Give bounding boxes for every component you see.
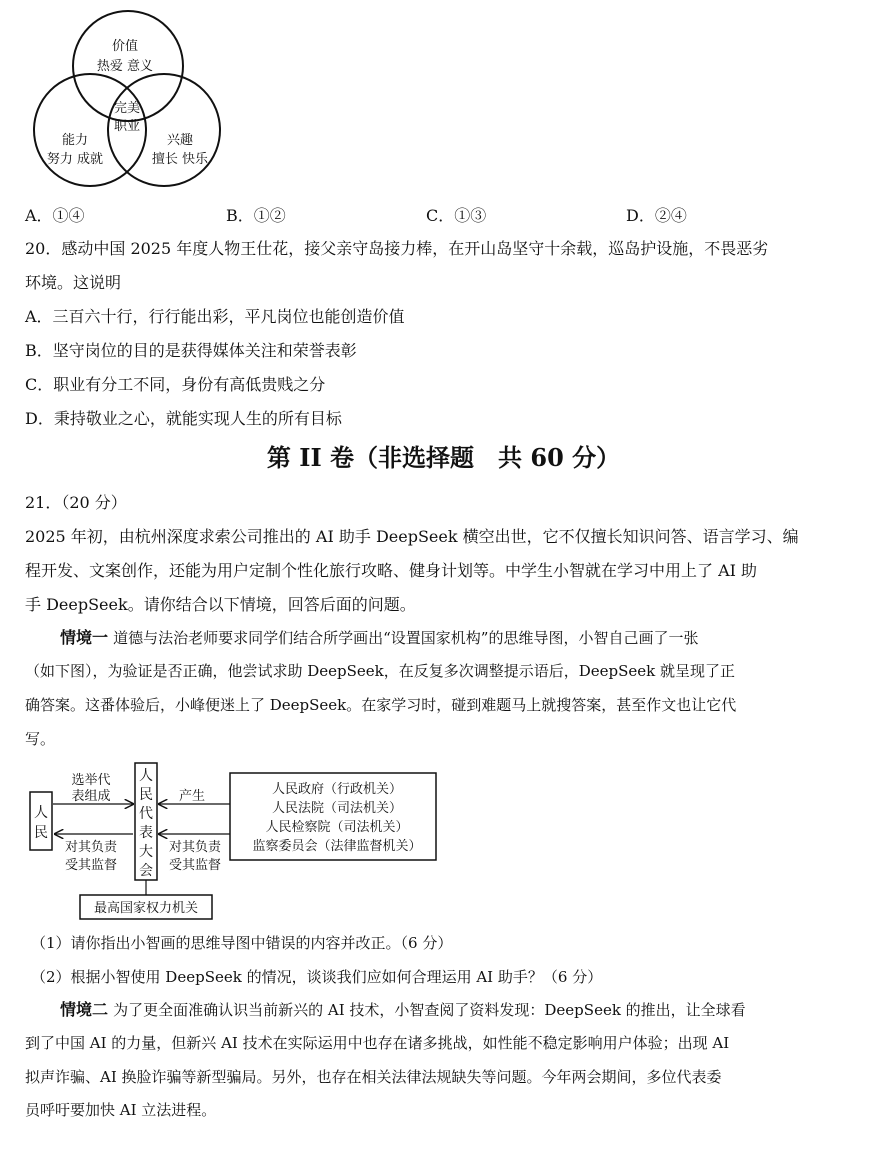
q21-intro-line2: 程开发、文案创作，还能为用户定制个性化旅行攻略、健身计划等。中学生小智就在学习中用上了 AI 助 [25, 561, 758, 580]
scene1-line1: 道德与法治老师要求同学们结合所学画出“设置国家机构”的思维导图，小智自己画了一张 [113, 629, 699, 647]
scene2-line3: 拟声诈骗、AI 换脸诈骗等新型骗局。另外，也存在相关法律法规缺失等问题。今年两会期间，多位代表委 [25, 1068, 722, 1086]
people-char-2: 民 [34, 825, 48, 841]
q21-intro-line1: 2025 年初，由杭州深度求索公司推出的 AI 助手 DeepSeek 横空出世，它不仅擅长知识问答、语言学习、编 [25, 527, 799, 546]
q20-option-c: C．职业有分工不同，身份有高低贵贱之分 [25, 375, 326, 394]
congress-char: 大 [139, 844, 153, 860]
scene2-line1: 为了更全面准确认识当前新兴的 AI 技术，小智查阅了资料发现：DeepSeek 的推出，让全球看 [113, 1001, 746, 1019]
scene1-label: 情境一 [60, 628, 109, 647]
people-box [30, 792, 52, 850]
bottom-box-label: 最高国家权力机关 [93, 901, 199, 916]
venn-top-sub: 热爱 意义 [96, 59, 154, 74]
congress-char: 代 [139, 806, 153, 822]
state-organs-diagram [25, 760, 445, 925]
congress-char: 民 [139, 787, 153, 803]
venn-center-2: 职业 [113, 119, 141, 134]
congress-char: 人 [139, 768, 153, 784]
responsible-right-2: 受其监督 [168, 858, 222, 873]
organ-item: 监察委员会（法律监督机关） [252, 839, 422, 854]
q19-option-c: C．①③ [426, 206, 487, 225]
q20-option-d: D．秉持敬业之心，就能实现人生的所有目标 [25, 409, 342, 428]
venn-diagram [30, 8, 230, 193]
scene2-label: 情境二 [60, 1000, 109, 1019]
elect-label-2: 表组成 [71, 789, 111, 804]
organ-item: 人民政府（行政机关） [271, 782, 403, 797]
organ-item: 人民法院（司法机关） [271, 801, 403, 816]
q20-option-b: B．坚守岗位的目的是获得媒体关注和荣誉表彰 [25, 341, 357, 360]
people-char-1: 人 [34, 805, 48, 821]
q21-header: 21．（20 分） [25, 493, 127, 512]
venn-left-title: 能力 [61, 133, 89, 148]
q21-intro-line3: 手 DeepSeek。请你结合以下情境，回答后面的问题。 [25, 595, 416, 614]
responsible-right-1: 对其负责 [168, 840, 222, 855]
q19-option-a: A．①④ [25, 206, 85, 225]
congress-char: 会 [139, 863, 153, 879]
scene2-line4: 员呼吁要加快 AI 立法进程。 [25, 1101, 217, 1119]
responsible-left-1: 对其负责 [64, 840, 118, 855]
congress-char: 表 [139, 825, 153, 841]
q21-sub1: （1）请你指出小智画的思维导图中错误的内容并改正。（6 分） [31, 934, 453, 952]
venn-left-sub: 努力 成就 [46, 152, 104, 167]
scene1-line2: （如下图），为验证是否正确，他尝试求助 DeepSeek，在反复多次调整提示语后，DeepSeek 就呈现了正 [25, 662, 736, 680]
elect-label-1: 选举代 [71, 773, 111, 788]
organ-item: 人民检察院（司法机关） [265, 820, 409, 835]
q20-stem-line1: 20．感动中国 2025 年度人物王仕花，接父亲守岛接力棒，在开山岛坚守十余载，巡岛护设施，不畏恶劣 [25, 239, 769, 258]
venn-top-title: 价值 [111, 39, 139, 54]
q19-option-b: B．①② [226, 206, 286, 225]
section-title: 第 II 卷（非选择题 共 60 分） [266, 443, 621, 472]
venn-right-title: 兴趣 [166, 133, 194, 148]
scene1-line3: 确答案。这番体验后，小峰便迷上了 DeepSeek。在家学习时，碰到难题马上就搜答案，甚至作文也让它代 [25, 696, 737, 714]
q19-option-d: D．②④ [626, 206, 687, 225]
q21-sub2: （2）根据小智使用 DeepSeek 的情况，谈谈我们应如何合理运用 AI 助手？（6 分） [31, 968, 603, 986]
produce-label: 产生 [178, 789, 206, 804]
scene1-line4: 写。 [25, 730, 56, 748]
venn-right-sub: 擅长 快乐 [151, 152, 209, 167]
venn-center-1: 完美 [113, 101, 141, 116]
q20-stem-line2: 环境。这说明 [25, 273, 122, 292]
q20-option-a: A．三百六十行，行行能出彩，平凡岗位也能创造价值 [25, 307, 405, 326]
responsible-left-2: 受其监督 [64, 858, 118, 873]
scene2-line2: 到了中国 AI 的力量，但新兴 AI 技术在实际运用中也存在诸多挑战，如性能不稳定影响用户体验；出现 AI [25, 1034, 730, 1052]
